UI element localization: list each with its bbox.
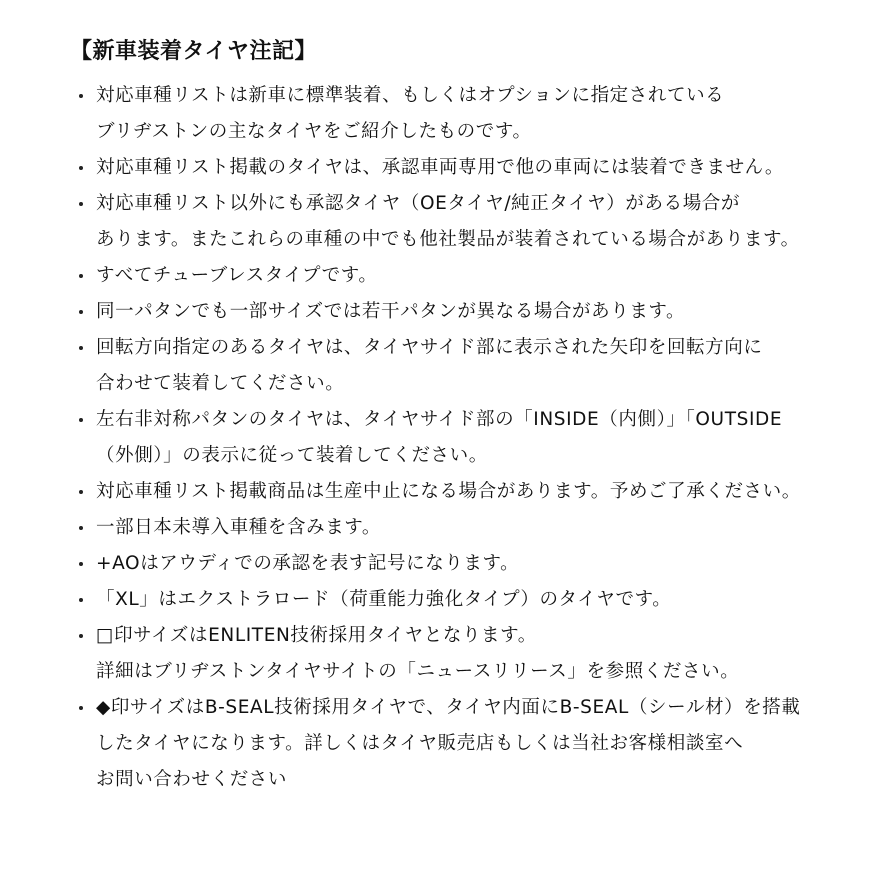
bullet-dot-icon bbox=[74, 330, 92, 366]
bullet-dot-icon bbox=[74, 582, 92, 618]
note-line: +AOはアウディでの承認を表す記号になります。 bbox=[96, 553, 520, 574]
note-item bbox=[74, 330, 814, 402]
note-line: あります。またこれらの車種の中でも他社製品が装着されている場合があります。 bbox=[96, 229, 800, 250]
note-item bbox=[74, 402, 814, 474]
note-item bbox=[74, 78, 814, 150]
note-line: 合わせて装着してください。 bbox=[96, 373, 345, 394]
note-line: 対応車種リスト掲載商品は生産中止になる場合があります。予めご了承ください。 bbox=[96, 481, 801, 502]
note-line: 対応車種リストは新車に標準装着、もしくはオプションに指定されている bbox=[96, 85, 725, 106]
note-line: ブリヂストンの主なタイヤをご紹介したものです。 bbox=[96, 121, 532, 142]
note-item bbox=[74, 510, 814, 546]
bullet-dot-icon bbox=[74, 618, 92, 654]
bullet-dot-icon bbox=[74, 78, 92, 114]
note-line: 回転方向指定のあるタイヤは、タイヤサイド部に表示された矢印を回転方向に bbox=[96, 337, 763, 358]
bullet-dot-icon bbox=[74, 690, 92, 726]
bullet-dot-icon bbox=[74, 150, 92, 186]
note-item bbox=[74, 690, 814, 798]
note-line: 一部日本未導入車種を含みます。 bbox=[96, 517, 382, 538]
note-item bbox=[74, 474, 814, 510]
note-item bbox=[74, 582, 814, 618]
note-item bbox=[74, 546, 814, 582]
bullet-dot-icon bbox=[74, 258, 92, 294]
page-title: 【新車装着タイヤ注記】 bbox=[70, 39, 318, 64]
note-line: 対応車種リスト以外にも承認タイヤ（OEタイヤ/純正タイヤ）がある場合が bbox=[96, 193, 741, 214]
bullet-dot-icon bbox=[74, 294, 92, 330]
note-item bbox=[74, 294, 814, 330]
bullet-dot-icon bbox=[74, 474, 92, 510]
note-line: （外側）」の表示に従って装着してください。 bbox=[96, 445, 488, 466]
bullet-dot-icon bbox=[74, 186, 92, 222]
note-item bbox=[74, 150, 814, 186]
note-item bbox=[74, 258, 814, 294]
note-line: 対応車種リスト掲載のタイヤは、承認車両専用で他の車両には装着できません。 bbox=[96, 157, 784, 178]
note-line: 「XL」はエクストラロード（荷重能力強化タイプ）のタイヤです。 bbox=[96, 589, 672, 610]
note-line: したタイヤになります。詳しくはタイヤ販売店もしくは当社お客様相談室へ bbox=[96, 733, 744, 754]
note-line: お問い合わせください bbox=[96, 769, 288, 790]
note-line: 左右非対称パタンのタイヤは、タイヤサイド部の「INSIDE（内側）」「OUTSIDE bbox=[96, 409, 783, 430]
bullet-dot-icon bbox=[74, 402, 92, 438]
note-line: すべてチューブレスタイプです。 bbox=[96, 265, 378, 286]
note-line: □印サイズはENLITEN技術採用タイヤとなります。 bbox=[96, 625, 537, 646]
notes-list bbox=[74, 78, 814, 798]
note-item bbox=[74, 618, 814, 690]
bullet-dot-icon bbox=[74, 546, 92, 582]
note-line: 同一パタンでも一部サイズでは若干パタンが異なる場合があります。 bbox=[96, 301, 686, 322]
note-line: 詳細はブリヂストンタイヤサイトの「ニュースリリース」を参照ください。 bbox=[96, 661, 740, 682]
note-item bbox=[74, 186, 814, 258]
bullet-dot-icon bbox=[74, 510, 92, 546]
note-line: ◆印サイズはB-SEAL技術採用タイヤで、タイヤ内面にB-SEAL（シール材）を搭載 bbox=[96, 697, 801, 718]
